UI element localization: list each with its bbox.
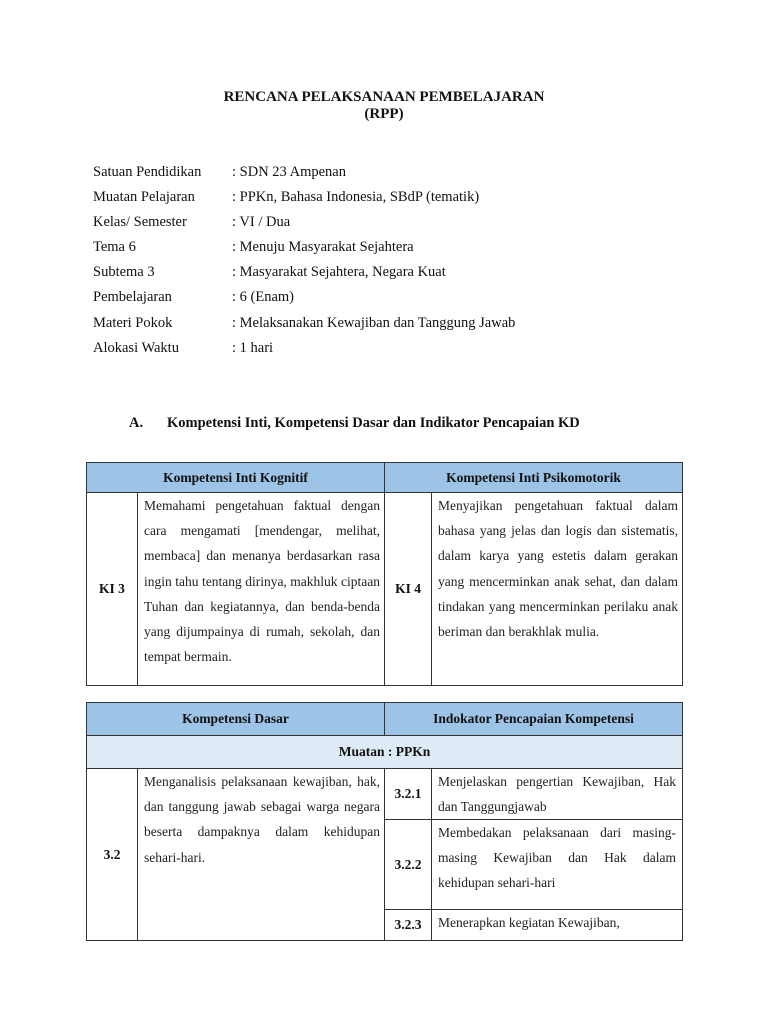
kompetensi-inti-table <box>86 462 683 686</box>
kompetensi-dasar-table <box>86 702 683 941</box>
info-value: : 1 hari <box>232 340 274 356</box>
info-value: : Melaksanakan Kewajiban dan Tanggung Jawab <box>232 315 516 331</box>
header-ki-psikomotorik: Kompetensi Inti Psikomotorik <box>385 463 683 493</box>
ki4-text: Menyajikan pengetahuan faktual dalam bahasa yang jelas dan logis dan sistematis, dalam karya yang estetis dalam gerakan yang mencerminkan anak sehat, dan dalam tindakan yang mencerminkan perilaku anak beriman dan berakhlak mulia. <box>432 493 683 686</box>
indicator-text: Menerapkan kegiatan Kewajiban, <box>432 910 683 941</box>
ki3-text: Memahami pengetahuan faktual dengan cara mengamati [mendengar, melihat, membaca] dan menanya berdasarkan rasa ingin tahu tentang dirinya, makhluk ciptaan Tuhan dan kegiatannya, dan benda-benda yang dijumpainya di rumah, sekolah, dan tempat bermain. <box>138 493 385 686</box>
info-label: Pembelajaran <box>93 289 172 305</box>
info-value: : PPKn, Bahasa Indonesia, SBdP (tematik) <box>232 189 480 205</box>
info-value: : 6 (Enam) <box>232 289 295 305</box>
info-label: Satuan Pendidikan <box>93 164 202 180</box>
info-label: Tema 6 <box>93 239 136 255</box>
header-indikator: Indokator Pencapaian Kompetensi <box>385 703 683 736</box>
info-value: : VI / Dua <box>232 214 291 230</box>
info-label: Subtema 3 <box>93 264 155 280</box>
info-label: Alokasi Waktu <box>93 340 179 356</box>
indicator-code: 3.2.2 <box>385 820 432 910</box>
indicator-text: Membedakan pelaksanaan dari masing-masing Kewajiban dan Hak dalam kehidupan sehari-hari <box>432 820 683 910</box>
info-label: Kelas/ Semester <box>93 214 187 230</box>
muatan-row: Muatan : PPKn <box>87 736 683 769</box>
info-label: Muatan Pelajaran <box>93 189 195 205</box>
info-label: Materi Pokok <box>93 315 173 331</box>
kd-code: 3.2 <box>87 769 138 941</box>
section-letter: A. <box>129 415 144 431</box>
section-title: Kompetensi Inti, Kompetensi Dasar dan Indikator Pencapaian KD <box>167 415 580 431</box>
document-subtitle: (RPP) <box>364 106 404 122</box>
indicator-code: 3.2.1 <box>385 769 432 820</box>
header-ki-kognitif: Kompetensi Inti Kognitif <box>87 463 385 493</box>
info-value: : Masyarakat Sejahtera, Negara Kuat <box>232 264 446 280</box>
info-value: : Menuju Masyarakat Sejahtera <box>232 239 414 255</box>
indicator-text: Menjelaskan pengertian Kewajiban, Hak dan Tanggungjawab <box>432 769 683 820</box>
header-kompetensi-dasar: Kompetensi Dasar <box>87 703 385 736</box>
ki3-code: KI 3 <box>87 493 138 686</box>
info-value: : SDN 23 Ampenan <box>232 164 346 180</box>
indicator-code: 3.2.3 <box>385 910 432 941</box>
document-title: RENCANA PELAKSANAAN PEMBELAJARAN <box>223 89 545 105</box>
kd-text: Menganalisis pelaksanaan kewajiban, hak, dan tanggung jawab sebagai warga negara beserta dampaknya dalam kehidupan sehari-hari. <box>138 769 385 941</box>
ki4-code: KI 4 <box>385 493 432 686</box>
